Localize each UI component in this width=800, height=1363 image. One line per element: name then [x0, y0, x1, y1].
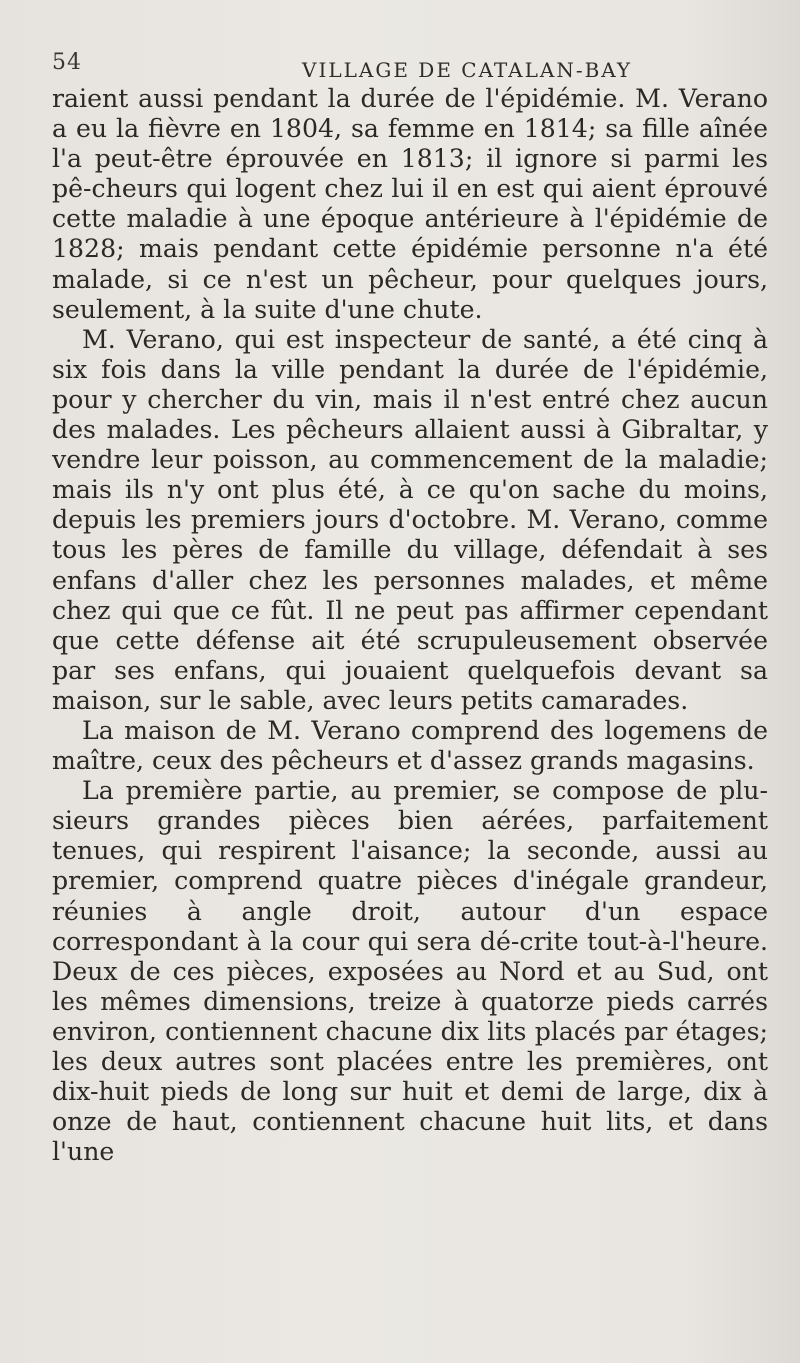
paragraph-maison: La maison de M. Verano comprend des logemens de maître, ceux des pêcheurs et d'assez grands magasins. — [52, 715, 768, 776]
paragraph-verano-inspector: M. Verano, qui est inspecteur de santé, a été cinq à six fois dans la ville pendant la durée de l'épidémie, pour y chercher du vin, mais il n'est entré chez aucun des malades. Les pêcheurs allaient aussi à Gibraltar, y vendre leur poisson, au commencement de la maladie; mais ils n'y ont plus été, à ce qu'on sache du moins, depuis les premiers jours d'octobre. M. Verano, comme tous les pères de famille du village, défendait à ses enfans d'aller chez les personnes malades, et même chez qui que ce fût. Il ne peut pas affirmer cependant que cette défense ait été scrupuleusement observée par ses enfans, qui jouaient quelquefois devant sa maison, sur le sable, avec leurs petits camarades. — [52, 324, 768, 715]
page-number: 54 — [52, 50, 82, 75]
page-header — [52, 50, 772, 86]
body-text — [52, 84, 768, 1167]
running-title: VILLAGE DE CATALAN-BAY — [302, 58, 633, 82]
paragraph-premiere-partie: La première partie, au premier, se compose de plu-sieurs grandes pièces bien aérées, parfaitement tenues, qui respirent l'aisance; la seconde, aussi au premier, comprend quatre pièces d'inégale grandeur, réunies à angle droit, autour d'un espace correspondant à la cour qui sera dé-crite tout-à-l'heure. Deux de ces pièces, exposées au Nord et au Sud, ont les mêmes dimensions, treize à quatorze pieds carrés environ, contiennent chacune dix lits placés par étages; les deux autres sont placées entre les premières, ont dix-huit pieds de long sur huit et demi de large, dix à onze de haut, contiennent chacune huit lits, et dans l'une — [52, 776, 768, 1167]
paragraph-continuation: raient aussi pendant la durée de l'épidémie. M. Verano a eu la fièvre en 1804, sa femme en 1814; sa fille aînée l'a peut-être éprouvée en 1813; il ignore si parmi les pê-cheurs qui logent chez lui il en est qui aient éprouvé cette maladie à une époque antérieure à l'épidémie de 1828; mais pendant cette épidémie personne n'a été malade, si ce n'est un pêcheur, pour quelques jours, seulement, à la suite d'une chute. — [52, 84, 768, 324]
